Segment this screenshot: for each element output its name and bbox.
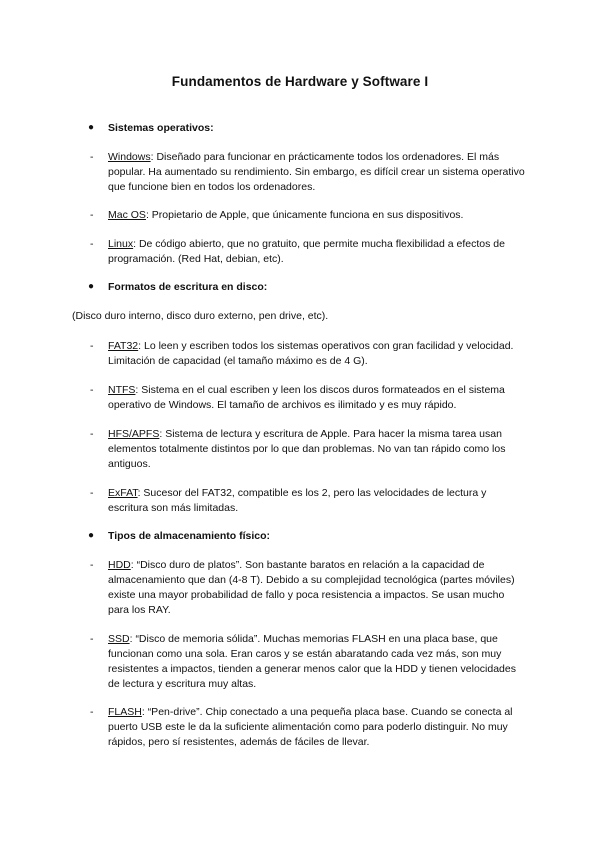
list-item-hdd xyxy=(90,558,528,618)
item-separator: : xyxy=(135,384,142,396)
dash-marker: - xyxy=(90,559,94,571)
section-heading-label: Sistemas operativos: xyxy=(108,122,214,134)
dash-marker: - xyxy=(90,209,94,221)
list-item-ntfs xyxy=(90,383,528,413)
dash-marker: - xyxy=(90,238,94,250)
item-separator: : xyxy=(150,151,157,163)
item-term: Linux xyxy=(108,238,134,250)
bullet-icon: ● xyxy=(88,530,95,541)
item-term: FAT32 xyxy=(108,340,139,352)
item-text: Sucesor del FAT32, compatible es los 2, pero las velocidades de lectura y escritura son más limitadas. xyxy=(108,487,487,514)
item-text: Propietario de Apple, que únicamente funciona en sus dispositivos. xyxy=(151,209,464,221)
item-term: HDD xyxy=(108,559,131,571)
list-item-linux xyxy=(90,237,528,267)
item-text: “Pen-drive”. Chip conectado a una pequeña placa base. Cuando se conecta al puerto USB este le da la suficiente alimentación como para poderlo distinguir. No muy rápidos, pero sí resistentes, además de fáciles de llevar. xyxy=(108,706,513,748)
item-separator: : xyxy=(129,633,136,645)
item-separator: : xyxy=(141,706,148,718)
item-separator: : xyxy=(137,487,144,499)
item-text: “Disco de memoria sólida”. Muchas memorias FLASH en una placa base, que funcionan como una sola. Eran caros y se están abaratando cada vez más, son muy resistentes a impactos, tienden a generar menos calor que la HDD y tienen velocidades de lectura y escritura muy altas. xyxy=(108,633,516,690)
item-separator: : xyxy=(159,428,166,440)
item-text: Lo leen y escriben todos los sistemas operativos con gran facilidad y velocidad. Limitación de capacidad (el tamaño máximo es de 4 G). xyxy=(108,340,514,367)
list-item-fat32 xyxy=(90,339,528,369)
item-separator: : xyxy=(133,238,139,250)
page-title: Fundamentos de Hardware y Software I xyxy=(171,74,429,89)
list-item-flash xyxy=(90,705,528,750)
section-heading-formatos xyxy=(88,281,268,293)
section-heading-sistemas-operativos xyxy=(88,122,214,134)
dash-marker: - xyxy=(90,151,94,163)
bullet-icon: ● xyxy=(88,281,95,292)
item-text: De código abierto, que no gratuito, que permite mucha flexibilidad a efectos de programación. (Red Hat, debian, etc). xyxy=(108,238,505,265)
list-item-windows xyxy=(90,150,528,195)
list-item-mac-os xyxy=(90,208,528,223)
list-item-ssd xyxy=(90,632,528,692)
item-text: Diseñado para funcionar en prácticamente todos los ordenadores. El más popular. Ha aumentado su rendimiento. Sin embargo, es difícil crear un sistema operativo que funcione bien en todos los ordenadores. xyxy=(108,151,525,193)
section-note: (Disco duro interno, disco duro externo, pen drive, etc). xyxy=(72,310,329,322)
dash-marker: - xyxy=(90,706,94,718)
list-item-hfs-apfs xyxy=(90,427,528,472)
item-separator: : xyxy=(145,209,152,221)
item-term: FLASH xyxy=(108,706,142,718)
item-term: Windows xyxy=(108,151,151,163)
item-separator: : xyxy=(138,340,144,352)
item-text: Sistema de lectura y escritura de Apple. Para hacer la misma tarea usan elementos totalmente distintos por lo que dan problemas. No van tan rápido como los antiguos. xyxy=(108,428,506,470)
section-heading-label: Formatos de escritura en disco: xyxy=(108,281,268,293)
list-item-exfat xyxy=(90,486,528,516)
item-text: Sistema en el cual escriben y leen los discos duros formateados en el sistema operativo de Windows. El tamaño de archivos es ilimitado y es muy rápido. xyxy=(108,384,505,411)
item-term: NTFS xyxy=(108,384,136,396)
item-term: Mac OS xyxy=(108,209,146,221)
dash-marker: - xyxy=(90,633,94,645)
section-heading-almacenamiento xyxy=(88,530,271,542)
dash-marker: - xyxy=(90,384,94,396)
bullet-icon: ● xyxy=(88,122,95,133)
dash-marker: - xyxy=(90,340,94,352)
item-term: ExFAT xyxy=(108,487,138,499)
dash-marker: - xyxy=(90,428,94,440)
dash-marker: - xyxy=(90,487,94,499)
section-heading-label: Tipos de almacenamiento físico: xyxy=(108,530,271,542)
item-text: “Disco duro de platos”. Son bastante baratos en relación a la capacidad de almacenamiento que dan (4-8 T). Debido a su complejidad tecnológica (partes móviles) existe una mayor probabilidad de fallo y poca resistencia a impactos. Se usan mucho para los RAY. xyxy=(108,559,515,616)
item-term: HFS/APFS xyxy=(108,428,160,440)
item-term: SSD xyxy=(108,633,130,645)
item-separator: : xyxy=(130,559,137,571)
